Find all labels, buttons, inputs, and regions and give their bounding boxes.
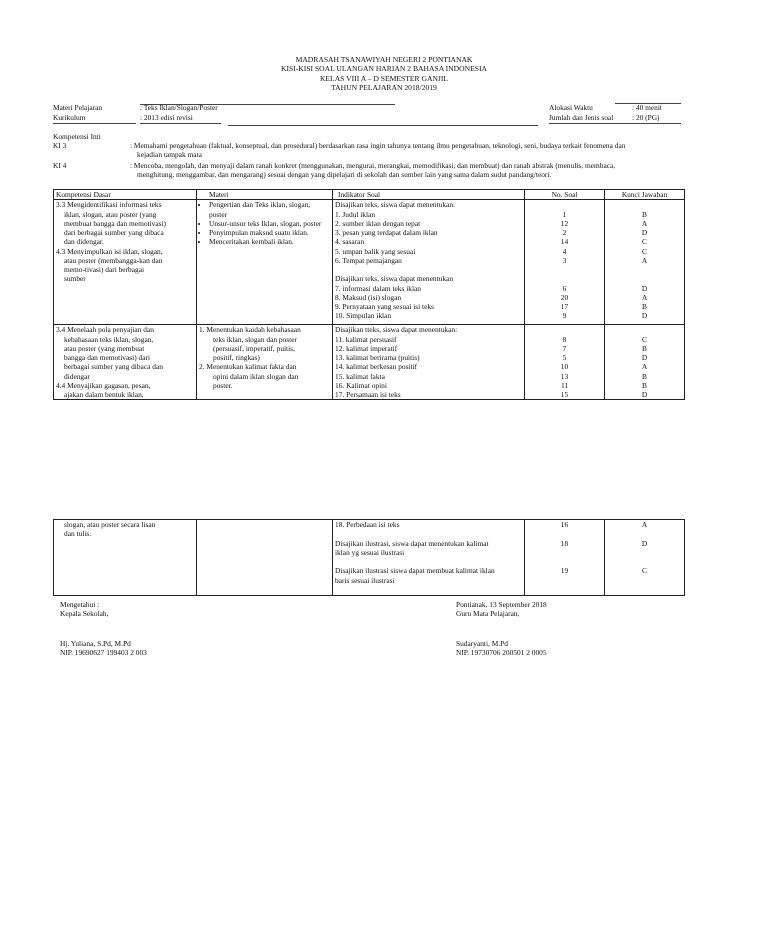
- ki4-text: [130, 161, 615, 180]
- nosoal-value: 16: [560, 520, 569, 529]
- kd-line: kebahasaan teks iklan, slogan,: [64, 334, 154, 344]
- info-rule-bottom-a: [53, 123, 136, 124]
- ki3-text: [130, 141, 625, 160]
- kunci-value: D: [641, 538, 648, 548]
- kunci-value: A: [641, 255, 648, 265]
- nosoal-value: 12: [560, 218, 569, 228]
- kunci-value: B: [642, 209, 647, 219]
- kunci-value: B: [642, 371, 647, 381]
- nosoal-value: 9: [562, 311, 567, 321]
- col-indikator-header: Indikator Soal: [333, 190, 525, 200]
- materi-line: poster.: [213, 380, 233, 390]
- indikator-item: 12. kalimat imperatif: [335, 343, 398, 353]
- kd-line: 3.3 Mengidentifikasi informasi teks: [56, 200, 162, 210]
- indikator-item: baris sesuai ilustrasi: [335, 575, 395, 585]
- kd-line: atau poster (yang membuat: [64, 343, 145, 353]
- materi-line: 1. Menentukan kaidah kebahasaan: [199, 325, 301, 335]
- kd-cell-4-4-cont: [54, 520, 197, 596]
- info-rule-bottom-d: [549, 123, 681, 124]
- indikator-item: 8. Maksud (isi) slogan: [335, 292, 402, 302]
- indikator-item: 1. Judul iklan: [335, 209, 376, 219]
- materi-item: • Pengertian dan Teks iklan, slogan, poster: [209, 200, 330, 219]
- kd-line: dari berbagai sumber yang dibaca: [64, 228, 164, 237]
- kunci-value: D: [641, 283, 648, 293]
- indikator-item: 9. Pernyataan yang sesuai isi teks: [335, 302, 434, 311]
- materi-item: • Penyimpulan maksud suatu iklan.: [209, 228, 330, 237]
- kunci-value: B: [642, 302, 647, 311]
- kunci-value: C: [642, 566, 647, 576]
- info-rule-bottom-b: [140, 123, 221, 124]
- kd-line: bangga dan memotivasi) dari: [64, 353, 150, 362]
- nosoal-value: 2: [562, 228, 567, 237]
- kd-cell-3-4: [54, 325, 197, 400]
- nosoal-value: 7: [562, 343, 567, 353]
- kunci-cell-2: [605, 325, 685, 400]
- kunci-value: A: [641, 218, 648, 228]
- indikator-item: Disajikan ilustrasi, siswa dapat menentukan kalimat: [335, 538, 489, 548]
- indikator-item: 3. pesan yang terdapat dalam iklan: [335, 228, 438, 237]
- indikator-item: Disajikan ilustrasi siswa dapat membuat kalimat iklan: [335, 566, 495, 576]
- kd-line: slogan, atau poster secara lisan: [64, 520, 156, 529]
- materi-cell-2: [197, 325, 333, 400]
- nosoal-value: 10: [560, 362, 569, 372]
- indikator-item: 7. informasi dalam teks iklan: [335, 283, 421, 293]
- table-row: [54, 200, 685, 325]
- nosoal-value: 8: [562, 334, 567, 344]
- kunci-value: C: [642, 334, 647, 344]
- kd-line: 4.3 Menyimpulkan isi iklan, slogan,: [56, 246, 163, 256]
- nosoal-cell-1: [525, 200, 605, 325]
- signature-left-role: Kepala Sekolah,: [60, 609, 109, 619]
- signature-left-mengetahui: Mengetahui :: [60, 600, 100, 609]
- col-kunci-header: Kunci Jawaban: [605, 190, 685, 200]
- header-line-class: KELAS VIII A – D SEMESTER GANJIL: [319, 73, 449, 83]
- materi-line: opini dalam iklan slogan dan: [213, 371, 299, 381]
- nosoal-cell-2: [525, 325, 605, 400]
- header-line-school: MADRASAH TSANAWIYAH NEGERI 2 PONTIANAK: [295, 55, 473, 64]
- materi-line: positif, ringkas): [213, 353, 260, 362]
- indikator-item: 17. Persamaan isi teks: [335, 390, 401, 399]
- indikator-item: 2. sumber iklan dengan tepat: [335, 218, 421, 228]
- materi-cell-cont: [197, 520, 333, 596]
- materi-item: • Unsur-unsur teks Iklan, slogan, poster: [209, 219, 330, 228]
- indikator-intro: Disajikan tteks, siswa dapat menentukan:: [335, 325, 458, 335]
- ki4-line-2: menghitung, menggambar, dan mengarang) sesuai dengan yang dipelajari di sekolah dan sumber lain yang sama dalam sudut pandang/teori.: [137, 170, 552, 180]
- materi-line: 2. Menentukan kalimat fakta dan: [199, 362, 297, 372]
- alokasi-label: Alokasi Waktu: [549, 103, 593, 112]
- signature-left-nip: NIP. 19690627 199403 2 003: [60, 647, 147, 657]
- kd-line: membuat bangga dan memotivasi): [64, 218, 167, 228]
- kisi-table: [53, 189, 685, 400]
- kunci-value: A: [641, 362, 648, 372]
- ki3-line-1: : Memahami pengetahuan (faktual, konseptual, dan prosedural) berdasarkan rasa ingin tahunya tentang ilmu pengetahuan, teknologi, seni, budaya terkait fenomena dan: [130, 141, 626, 150]
- nosoal-value: 3: [562, 255, 567, 265]
- indikator-item: 16. Kalimat opini: [335, 380, 387, 390]
- kunci-value: C: [642, 237, 647, 247]
- signature-left: [60, 600, 147, 657]
- header-line-year: TAHUN PELAJARAN 2018/2019: [331, 82, 437, 92]
- kd-line: didengar: [64, 371, 90, 381]
- kunci-value: B: [642, 343, 647, 353]
- materi-line: (persuasif, imperatif, puitis,: [213, 343, 295, 353]
- kd-cell-3-3: [54, 200, 197, 325]
- kd-line: 4.4 Menyajikan gagasan, pesan,: [56, 380, 151, 390]
- ki4-line-1: : Mencoba, mengolah, dan menyaji dalam ranah konkret (menggunakan, mengurai, merangkai, memodifikasi, dan membuat) dan ranah abstrak (menulis, membaca,: [130, 161, 616, 170]
- nosoal-value: 6: [562, 283, 567, 293]
- jumlah-label: Jumlah dan Jenis soal: [549, 113, 614, 122]
- materi-item: • Menceritakan kembali iklan.: [209, 237, 330, 246]
- mapel-label: Materi Pelajaran: [53, 103, 103, 112]
- kd-line: atau poster (membangga-kan dan: [64, 255, 163, 265]
- kunci-value: A: [641, 292, 648, 302]
- kd-line: dan didengar.: [64, 237, 104, 247]
- document-header: [0, 55, 768, 92]
- kunci-value: D: [641, 228, 648, 237]
- indikator-intro: Disajikan teks, siswa dapat menentukan:: [335, 200, 456, 210]
- nosoal-value: 4: [562, 246, 567, 256]
- ki3-line-2: kejadian tampak mata: [137, 150, 202, 160]
- signature-right: [456, 600, 547, 657]
- indikator-item: 6. Tempat pemajangan: [335, 255, 402, 265]
- kd-line: sumber: [64, 274, 86, 284]
- nosoal-value: 19: [560, 566, 569, 576]
- kurikulum-value: : 2013 edisi revisi: [140, 113, 193, 122]
- nosoal-value: 18: [560, 538, 569, 548]
- table-header-row: [54, 190, 685, 200]
- signature-right-name: Sudaryanti, M.Pd: [456, 638, 508, 648]
- nosoal-value: 14: [560, 237, 569, 247]
- signature-right-date: Pontianak, 13 September 2018: [456, 600, 547, 609]
- indikator-cell-cont: [333, 520, 525, 596]
- kunci-cell-1: [605, 200, 685, 325]
- indikator-item: 15. kalimat fakta: [335, 371, 385, 381]
- kd-line: ajakan dalam bentuk iklan,: [64, 390, 144, 399]
- kisi-table-continued: [53, 519, 685, 596]
- ki3-label: KI 3: [53, 141, 67, 150]
- signature-right-nip: NIP. 19730706 200501 2 0005: [456, 647, 547, 657]
- indikator-item: 13. kalimat berirama (puitis): [335, 353, 420, 362]
- materi-line: teks iklan, slogan dan poster: [213, 334, 297, 344]
- nosoal-value: 20: [560, 292, 569, 302]
- kunci-value: C: [642, 246, 647, 256]
- signature-right-role: Guru Mata Pelajaran,: [456, 609, 520, 619]
- indikator-cell-1: [333, 200, 525, 325]
- signature-left-name: Hj. Yuliana, S.Pd, M.Pd: [60, 638, 131, 648]
- ki4-label: KI 4: [53, 161, 67, 170]
- indikator-item: 11. kalimat persuasif: [335, 334, 397, 344]
- kunci-value: D: [641, 390, 648, 399]
- jumlah-value: : 20 (PG): [632, 113, 660, 122]
- col-nosoal-header: No. Soal: [525, 190, 605, 200]
- nosoal-value: 11: [560, 380, 569, 390]
- nosoal-value: 13: [560, 371, 569, 381]
- mapel-value: : Teks Iklan/Slogan/Poster: [140, 103, 218, 112]
- kd-line: iklan, slogan, atau poster (yang: [64, 209, 157, 219]
- nosoal-cell-cont: [525, 520, 605, 596]
- indikator-item: 10. Simpulan iklan: [335, 311, 392, 321]
- kd-line: memo-tivasi) dari berbagai: [64, 265, 145, 274]
- indikator-item: 14. kalimat berkesan positif: [335, 362, 418, 372]
- kunci-value: D: [641, 353, 648, 362]
- materi-cell-1: [197, 200, 333, 325]
- table-row: [54, 520, 685, 596]
- indikator-item: 18. Perbedaan isi teks: [335, 520, 400, 529]
- indikator-item: iklan yg sesuai ilustrasi: [335, 547, 405, 557]
- indikator-intro: Disajikan teks, siswa dapat menentukan: [335, 274, 454, 284]
- kunci-value: A: [641, 520, 648, 529]
- indikator-item: 5. umpan balik yang sesuai: [335, 246, 416, 256]
- nosoal-value: 5: [562, 353, 567, 362]
- col-kd-header: Kompetensi Dasar: [54, 190, 197, 200]
- kurikulum-label: Kurikulum: [53, 113, 86, 122]
- indikator-item: 4. sasaran: [335, 237, 365, 247]
- nosoal-value: 15: [560, 390, 569, 399]
- table-row: [54, 325, 685, 400]
- kunci-value: B: [642, 380, 647, 390]
- info-rule-bottom-c: [228, 125, 538, 126]
- indikator-cell-2: [333, 325, 525, 400]
- nosoal-value: 17: [560, 302, 569, 311]
- header-line-title: KISI-KISI SOAL ULANGAN HARIAN 2 BAHASA INDONESIA: [280, 64, 487, 74]
- kd-line: 3.4 Menelaah pola penyajian dan: [56, 325, 154, 335]
- ki-title: Kompetensi Inti: [53, 132, 101, 141]
- kd-line: berbagai sumber yang dibaca dan: [64, 362, 163, 372]
- kunci-cell-cont: [605, 520, 685, 596]
- kunci-value: D: [641, 311, 648, 321]
- col-materi-header: Materi: [197, 190, 333, 200]
- alokasi-value: : 40 menit: [632, 103, 662, 112]
- nosoal-value: 1: [562, 209, 567, 219]
- kd-line: dan tulis.: [64, 529, 92, 539]
